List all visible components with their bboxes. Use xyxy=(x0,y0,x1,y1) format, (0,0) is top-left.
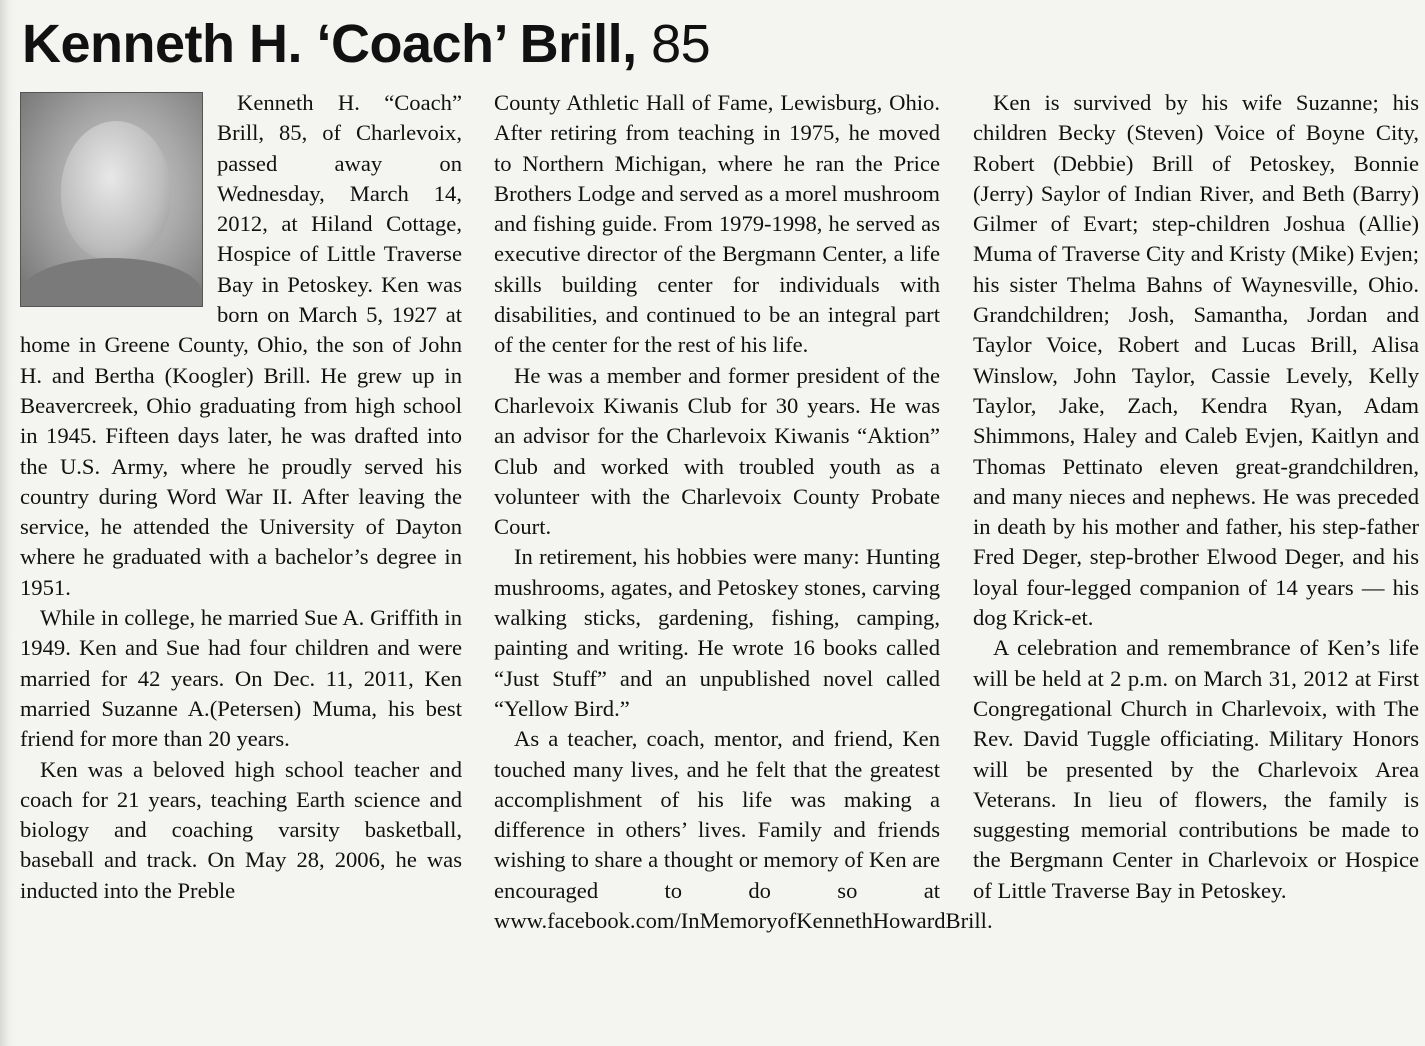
paragraph: Ken is survived by his wife Suzanne; his children Becky (Steven) Voice of Boyne City, Robert (Debbie) Brill of Petoskey, Bonnie (Jerry) Saylor of Indian River, and Beth (Barry) Gilmer of Evart; step-children Joshua (Allie) Muma of Traverse City and Kristy (Mike) Evjen; his sister Thelma Bahns of Waynesville, Ohio. Grandchildren; Josh, Samantha, Jordan and Taylor Voice, Robert and Lucas Brill, Alisa Winslow, John Taylor, Cassie Levely, Kelly Taylor, Jake, Zach, Kendra Ryan, Adam Shimmons, Haley and Caleb Evjen, Kaitlyn and Thomas Pettinato eleven great-grandchildren, and many nieces and nephews. He was preceded in death by his mother and father, his step-father Fred Deger, step-brother Elwood Deger, and his loyal four-legged companion of 14 years — his dog Krick-et. xyxy=(973,90,1419,631)
headline-age: 85 xyxy=(651,14,711,74)
page-edge xyxy=(0,0,14,1046)
column-2 xyxy=(494,88,993,936)
paragraph: In retirement, his hobbies were many: Hunting mushrooms, agates, and Petoskey stones, carving walking sticks, gardening, fishing, camping, painting and writing. He wrote 16 books called “Just Stuff” and an unpublished novel called “Yellow Bird.” xyxy=(494,544,940,721)
portrait-face xyxy=(61,121,171,261)
column-1 xyxy=(20,88,462,906)
paragraph: Ken was a beloved high school teacher and coach for 21 years, teaching Earth science and biology and coaching varsity basketball, baseball and track. On May 28, 2006, he was inducted into the Preble xyxy=(20,756,462,903)
paragraph: Kenneth H. “Coach” Brill, 85, of Charlevoix, passed away on Wednesday, March 14, 2012, at Hiland Cottage, Hospice of Little Traverse Bay in Petoskey. Ken was born on March 5, 1927 at home in Greene County, Ohio, the son of John H. and Bertha (Koogler) Brill. He grew up in Beavercreek, Ohio graduating from high school in 1945. Fifteen days later, he was drafted into the U.S. Army, where he proudly served his country during Word War II. After leaving the service, he attended the University of Dayton where he graduated with a bachelor’s degree in 1951. xyxy=(20,90,462,600)
obituary-headline xyxy=(22,12,710,76)
paragraph: A celebration and remembrance of Ken’s life will be held at 2 p.m. on March 31, 2012 at First Congregational Church in Charlevoix, with The Rev. David Tuggle officiating. Military Honors will be presented by the Charlevoix Area Veterans. In lieu of flowers, the family is suggesting memorial contributions be made to the Bergmann Center in Charlevoix or Hospice of Little Traverse Bay in Petoskey. xyxy=(973,635,1419,903)
paragraph: As a teacher, coach, mentor, and friend, Ken touched many lives, and he felt that the greatest accomplishment of his life was making a difference in others’ lives. Family and friends wishing to share a thought or memory of Ken are encouraged to do so at www.facebook.com/InMemoryofKennethHowardBrill. xyxy=(494,726,993,934)
headline-name: Kenneth H. ‘Coach’ Brill, xyxy=(22,14,637,74)
paragraph: He was a member and former president of the Charlevoix Kiwanis Club for 30 years. He was an advisor for the Charlevoix Kiwanis “Aktion” Club and worked with troubled youth as a volunteer with the Charlevoix County Probate Court. xyxy=(494,362,940,540)
portrait-photo-icon xyxy=(20,92,203,307)
paragraph: County Athletic Hall of Fame, Lewisburg, Ohio. After retiring from teaching in 1975, he moved to Northern Michigan, where he ran the Price Brothers Lodge and served as a morel mushroom and fishing guide. From 1979-1998, he served as executive director of the Bergmann Center, a life skills building center for individuals with disabilities, and continued to be an integral part of the center for the rest of his life. xyxy=(494,90,940,358)
paragraph: While in college, he married Sue A. Griffith in 1949. Ken and Sue had four children and were married for 42 years. On Dec. 11, 2011, Ken married Suzanne A.(Petersen) Muma, his best friend for more than 20 years. xyxy=(20,605,462,752)
portrait-shoulders xyxy=(21,258,202,307)
column-3 xyxy=(973,88,1419,906)
